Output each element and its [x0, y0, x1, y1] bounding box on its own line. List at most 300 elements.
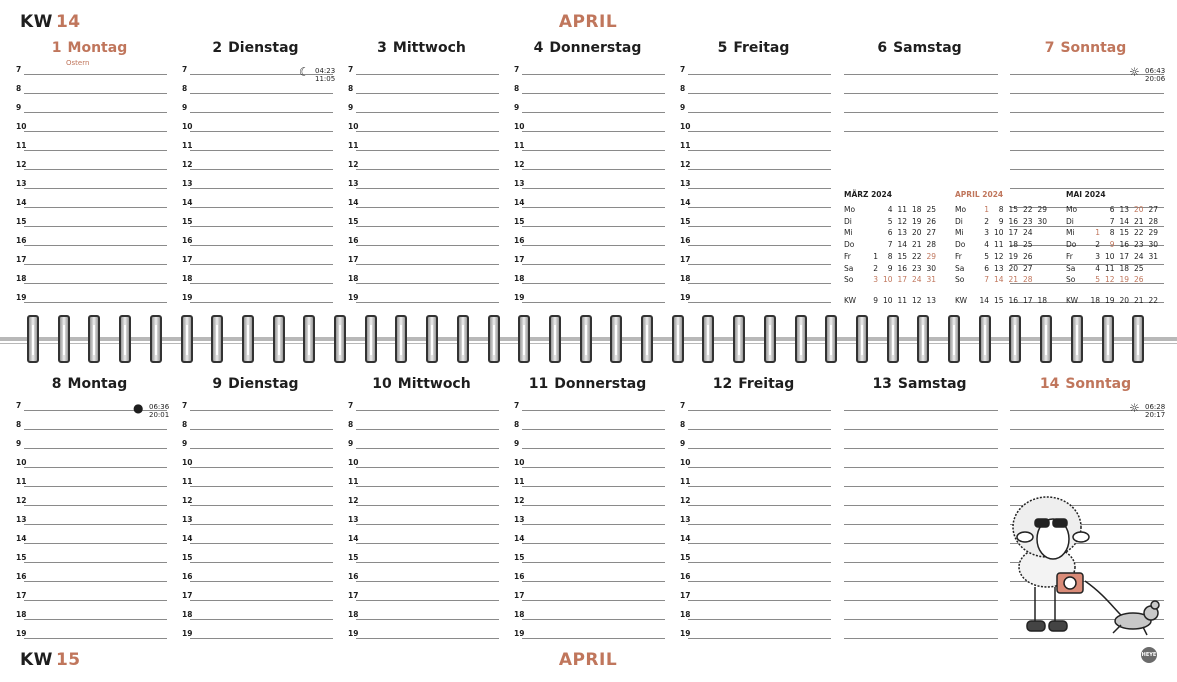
hour-label: 19	[514, 629, 525, 638]
writing-line[interactable]	[190, 112, 333, 113]
writing-line[interactable]	[844, 93, 998, 94]
day-number: 6	[877, 40, 888, 56]
writing-line[interactable]	[688, 93, 831, 94]
hour-label: 13	[680, 179, 691, 188]
mini-calendar-week: 18	[1037, 296, 1047, 305]
writing-line[interactable]	[190, 505, 333, 506]
hour-label: 17	[182, 255, 193, 264]
spiral-coil	[334, 315, 346, 363]
weekday-label: Fr	[1066, 251, 1073, 261]
weekday-label: Di	[1066, 216, 1074, 226]
writing-line[interactable]	[24, 486, 167, 487]
hour-label: 13	[514, 179, 525, 188]
writing-line[interactable]	[24, 448, 167, 449]
day-number: 1	[51, 40, 62, 56]
writing-line[interactable]	[24, 112, 167, 113]
writing-line[interactable]	[844, 600, 998, 601]
hour-label: 12	[680, 496, 691, 505]
writing-line[interactable]	[522, 207, 665, 208]
writing-line[interactable]	[24, 207, 167, 208]
writing-line[interactable]	[356, 131, 499, 132]
writing-line[interactable]	[356, 302, 499, 303]
writing-line[interactable]	[844, 131, 998, 132]
writing-line[interactable]	[522, 619, 665, 620]
hour-label: 9	[348, 103, 354, 112]
hour-label: 10	[182, 122, 193, 131]
writing-line[interactable]	[24, 264, 167, 265]
writing-line[interactable]	[356, 74, 499, 75]
writing-line[interactable]	[688, 169, 831, 170]
writing-line[interactable]	[688, 302, 831, 303]
writing-line[interactable]	[356, 150, 499, 151]
new-moon-icon: ●	[133, 401, 144, 415]
hour-label: 8	[182, 420, 188, 429]
hour-label: 10	[514, 458, 525, 467]
kw-row-label: KW	[844, 296, 857, 305]
writing-line[interactable]	[1010, 467, 1164, 468]
spiral-coil	[917, 315, 929, 363]
writing-line[interactable]	[844, 429, 998, 430]
hour-label: 17	[16, 591, 27, 600]
writing-line[interactable]	[522, 169, 665, 170]
kw-label: KW	[20, 12, 53, 32]
spiral-coil	[88, 315, 100, 363]
mini-calendar-day: 4	[1095, 263, 1100, 273]
writing-line[interactable]	[190, 207, 333, 208]
writing-line[interactable]	[190, 169, 333, 170]
day-header-top-5	[842, 40, 997, 56]
writing-line[interactable]	[844, 524, 998, 525]
spiral-coil	[1071, 315, 1083, 363]
writing-line[interactable]	[190, 448, 333, 449]
writing-line[interactable]	[24, 226, 167, 227]
writing-line[interactable]	[522, 245, 665, 246]
day-header-top-6	[1008, 40, 1163, 56]
writing-line[interactable]	[688, 207, 831, 208]
day-name: Donnerstag	[554, 376, 647, 392]
writing-line[interactable]	[356, 264, 499, 265]
writing-line[interactable]	[356, 245, 499, 246]
writing-line[interactable]	[24, 302, 167, 303]
writing-line[interactable]	[522, 600, 665, 601]
hour-label: 7	[348, 401, 354, 410]
spiral-coil	[856, 315, 868, 363]
weekday-label: So	[844, 275, 854, 285]
weekday-label: So	[955, 275, 965, 285]
writing-line[interactable]	[844, 486, 998, 487]
writing-line[interactable]	[1010, 150, 1164, 151]
hour-label: 8	[348, 420, 354, 429]
mini-calendar-day: 23	[1133, 240, 1144, 250]
spiral-coil	[764, 315, 776, 363]
mini-calendar-week: 12	[911, 296, 922, 305]
writing-line[interactable]	[24, 619, 167, 620]
hour-label: 19	[680, 629, 691, 638]
writing-line[interactable]	[844, 581, 998, 582]
hour-label: 7	[348, 65, 354, 74]
writing-line[interactable]	[688, 638, 831, 639]
spiral-coil	[518, 315, 530, 363]
writing-line[interactable]	[356, 429, 499, 430]
writing-line[interactable]	[844, 505, 998, 506]
writing-line[interactable]	[522, 429, 665, 430]
mini-calendar-day: 13	[1119, 205, 1129, 214]
hour-label: 16	[680, 236, 691, 245]
moon-sun-times	[149, 403, 169, 419]
writing-line[interactable]	[190, 467, 333, 468]
writing-line[interactable]	[1010, 188, 1164, 189]
hour-label: 16	[514, 572, 525, 581]
writing-line[interactable]	[844, 467, 998, 468]
hour-label: 16	[514, 236, 525, 245]
sheep-with-camera-and-dog-icon	[1005, 485, 1170, 645]
mini-calendar-day: 5	[887, 216, 893, 226]
hour-label: 12	[680, 160, 691, 169]
writing-line[interactable]	[522, 448, 665, 449]
writing-line[interactable]	[190, 131, 333, 132]
writing-line[interactable]	[688, 600, 831, 601]
writing-line[interactable]	[1010, 448, 1164, 449]
writing-line[interactable]	[1010, 93, 1164, 94]
moon-sun-times	[1145, 403, 1165, 419]
hour-label: 8	[680, 84, 686, 93]
hour-label: 7	[182, 65, 188, 74]
writing-line[interactable]	[24, 543, 167, 544]
hour-label: 12	[514, 160, 525, 169]
writing-line[interactable]	[688, 581, 831, 582]
day-header-top-0	[12, 40, 167, 56]
hour-label: 19	[182, 629, 193, 638]
mini-calendar-title: MÄRZ 2024	[844, 190, 892, 199]
writing-line[interactable]	[190, 410, 333, 411]
hour-label: 8	[16, 84, 22, 93]
writing-line[interactable]	[356, 486, 499, 487]
writing-line[interactable]	[356, 524, 499, 525]
spiral-coil	[211, 315, 223, 363]
hour-label: 7	[16, 401, 22, 410]
mini-calendar-day: 18	[1008, 240, 1018, 250]
writing-line[interactable]	[688, 505, 831, 506]
writing-line[interactable]	[522, 562, 665, 563]
mini-calendar-day: 23	[911, 263, 922, 273]
hour-label: 17	[348, 255, 359, 264]
hour-label: 9	[514, 439, 520, 448]
weekday-label: So	[1066, 275, 1076, 285]
mini-calendar-day: 11	[1104, 263, 1115, 273]
weekday-label: Do	[1066, 240, 1077, 250]
hour-label: 10	[16, 122, 27, 131]
hour-label: 12	[348, 496, 359, 505]
writing-line[interactable]	[190, 283, 333, 284]
mini-calendar-day: 16	[897, 263, 907, 273]
mini-calendar-day: 2	[984, 216, 989, 226]
writing-line[interactable]	[356, 207, 499, 208]
writing-line[interactable]	[688, 131, 831, 132]
mini-calendar-title: MAI 2024	[1066, 190, 1106, 199]
writing-line[interactable]	[190, 245, 333, 246]
writing-line[interactable]	[24, 505, 167, 506]
writing-line[interactable]	[522, 131, 665, 132]
writing-line[interactable]	[24, 74, 167, 75]
writing-line[interactable]	[24, 283, 167, 284]
mini-calendar-day: 25	[1133, 263, 1144, 273]
writing-line[interactable]	[356, 448, 499, 449]
hour-label: 9	[680, 439, 686, 448]
kw-row-label: KW	[955, 296, 968, 305]
writing-line[interactable]	[522, 226, 665, 227]
mini-calendar-day: 9	[998, 216, 1004, 226]
weekday-label: Mi	[955, 228, 964, 238]
writing-line[interactable]	[356, 581, 499, 582]
writing-line[interactable]	[1010, 112, 1164, 113]
mini-calendar-week: 22	[1148, 296, 1158, 305]
hour-label: 10	[680, 122, 691, 131]
writing-line[interactable]	[688, 410, 831, 411]
hour-label: 13	[348, 515, 359, 524]
day-number: 3	[377, 40, 387, 56]
writing-line[interactable]	[522, 467, 665, 468]
hour-label: 11	[16, 477, 27, 486]
writing-line[interactable]	[522, 505, 665, 506]
hour-label: 10	[514, 122, 525, 131]
hour-label: 7	[182, 401, 188, 410]
mini-calendar-day: 31	[1148, 251, 1158, 261]
writing-line[interactable]	[522, 524, 665, 525]
writing-line[interactable]	[190, 429, 333, 430]
mini-calendar-day: 15	[1119, 228, 1129, 238]
writing-line[interactable]	[1010, 131, 1164, 132]
writing-line[interactable]	[356, 505, 499, 506]
writing-line[interactable]	[24, 188, 167, 189]
writing-line[interactable]	[356, 543, 499, 544]
writing-line[interactable]	[844, 543, 998, 544]
day-name: Sonntag	[1065, 376, 1132, 392]
hour-label: 19	[16, 293, 27, 302]
mini-calendar-day: 6	[887, 228, 893, 238]
mini-calendar-day: 14	[1119, 216, 1129, 226]
mini-calendar-day: 18	[1119, 263, 1129, 273]
writing-line[interactable]	[190, 562, 333, 563]
writing-line[interactable]	[356, 619, 499, 620]
mini-calendar-day: 21	[1133, 216, 1144, 226]
writing-line[interactable]	[688, 467, 831, 468]
writing-line[interactable]	[190, 226, 333, 227]
bottom-month-title: APRIL	[558, 650, 618, 670]
writing-line[interactable]	[688, 524, 831, 525]
writing-line[interactable]	[844, 638, 998, 639]
writing-line[interactable]	[24, 467, 167, 468]
weekday-label: Mo	[844, 205, 856, 214]
writing-line[interactable]	[1010, 429, 1164, 430]
writing-line[interactable]	[190, 581, 333, 582]
weekday-label: Do	[955, 240, 966, 250]
hour-label: 11	[680, 477, 691, 486]
spiral-coil	[1040, 315, 1052, 363]
writing-line[interactable]	[844, 448, 998, 449]
writing-line[interactable]	[522, 410, 665, 411]
hour-label: 9	[348, 439, 354, 448]
hour-label: 11	[348, 477, 359, 486]
hour-label: 19	[182, 293, 193, 302]
writing-line[interactable]	[844, 112, 998, 113]
hour-label: 15	[348, 217, 359, 226]
hour-label: 18	[16, 274, 27, 283]
day-name: Mittwoch	[397, 376, 471, 392]
hour-label: 11	[514, 141, 525, 150]
writing-line[interactable]	[688, 543, 831, 544]
hour-label: 9	[680, 103, 686, 112]
writing-line[interactable]	[688, 619, 831, 620]
hour-label: 12	[182, 160, 193, 169]
writing-line[interactable]	[688, 150, 831, 151]
mini-calendar-day: 27	[1148, 205, 1158, 214]
spiral-coil	[948, 315, 960, 363]
hour-label: 15	[16, 553, 27, 562]
writing-line[interactable]	[190, 150, 333, 151]
mini-calendar-week: 15	[993, 296, 1004, 305]
spiral-coil	[395, 315, 407, 363]
writing-line[interactable]	[356, 638, 499, 639]
hour-label: 16	[348, 572, 359, 581]
writing-line[interactable]	[522, 283, 665, 284]
writing-line[interactable]	[24, 638, 167, 639]
writing-line[interactable]	[522, 93, 665, 94]
writing-line[interactable]	[190, 524, 333, 525]
day-number: 13	[872, 376, 892, 392]
mini-calendar-day: 17	[1008, 228, 1018, 238]
mini-calendar-week: 16	[1008, 296, 1018, 305]
writing-line[interactable]	[688, 74, 831, 75]
writing-line[interactable]	[1010, 226, 1164, 227]
writing-line[interactable]	[24, 93, 167, 94]
writing-line[interactable]	[522, 188, 665, 189]
writing-line[interactable]	[688, 429, 831, 430]
mini-calendar-day: 3	[1095, 251, 1100, 261]
mini-calendar-title: APRIL 2024	[955, 190, 1004, 199]
writing-line[interactable]	[844, 410, 998, 411]
writing-line[interactable]	[522, 150, 665, 151]
writing-line[interactable]	[24, 429, 167, 430]
writing-line[interactable]	[356, 226, 499, 227]
mini-calendar-day: 22	[1133, 228, 1144, 238]
sun-icon: ☼	[1129, 401, 1140, 415]
writing-line[interactable]	[522, 74, 665, 75]
writing-line[interactable]	[356, 188, 499, 189]
writing-line[interactable]	[24, 150, 167, 151]
spiral-coil	[580, 315, 592, 363]
writing-line[interactable]	[190, 486, 333, 487]
mini-calendar-day: 22	[911, 251, 922, 261]
writing-line[interactable]	[24, 581, 167, 582]
day-header-bottom-0	[12, 376, 167, 392]
weekday-label: Mi	[844, 228, 853, 238]
mini-calendar-week: 14	[979, 296, 989, 305]
writing-line[interactable]	[1010, 169, 1164, 170]
writing-line[interactable]	[688, 226, 831, 227]
writing-line[interactable]	[24, 524, 167, 525]
day-header-bottom-3	[510, 376, 665, 392]
writing-line[interactable]	[356, 169, 499, 170]
writing-line[interactable]	[24, 169, 167, 170]
mini-calendar-week: 9	[873, 296, 878, 305]
writing-line[interactable]	[688, 245, 831, 246]
hour-label: 10	[16, 458, 27, 467]
day-number: 9	[212, 376, 223, 392]
spiral-coil	[303, 315, 315, 363]
writing-line[interactable]	[190, 619, 333, 620]
writing-line[interactable]	[844, 74, 998, 75]
hour-label: 15	[348, 553, 359, 562]
spiral-coil	[641, 315, 653, 363]
writing-line[interactable]	[522, 638, 665, 639]
writing-line[interactable]	[522, 302, 665, 303]
writing-line[interactable]	[190, 264, 333, 265]
writing-line[interactable]	[688, 486, 831, 487]
writing-line[interactable]	[688, 112, 831, 113]
writing-line[interactable]	[190, 638, 333, 639]
hour-label: 13	[348, 179, 359, 188]
hour-label: 11	[680, 141, 691, 150]
writing-line[interactable]	[190, 600, 333, 601]
writing-line[interactable]	[522, 581, 665, 582]
writing-line[interactable]	[24, 245, 167, 246]
writing-line[interactable]	[688, 562, 831, 563]
writing-line[interactable]	[522, 264, 665, 265]
mini-calendar-day: 26	[1022, 251, 1033, 261]
writing-line[interactable]	[688, 448, 831, 449]
writing-line[interactable]	[190, 188, 333, 189]
writing-line[interactable]	[356, 600, 499, 601]
writing-line[interactable]	[356, 283, 499, 284]
writing-line[interactable]	[190, 543, 333, 544]
writing-line[interactable]	[356, 93, 499, 94]
writing-line[interactable]	[522, 486, 665, 487]
writing-line[interactable]	[356, 467, 499, 468]
hour-label: 7	[680, 401, 686, 410]
writing-line[interactable]	[356, 562, 499, 563]
writing-line[interactable]	[522, 543, 665, 544]
writing-line[interactable]	[688, 283, 831, 284]
spiral-coil	[488, 315, 500, 363]
writing-line[interactable]	[688, 264, 831, 265]
weekday-label: Sa	[955, 263, 965, 273]
writing-line[interactable]	[24, 562, 167, 563]
mini-calendar-day: 24	[1022, 228, 1033, 238]
spiral-coil	[795, 315, 807, 363]
spiral-coil	[273, 315, 285, 363]
writing-line[interactable]	[844, 619, 998, 620]
mini-calendar-week: 10	[882, 296, 893, 305]
mini-calendar-day: 26	[1133, 275, 1144, 285]
mini-calendar-week: 11	[897, 296, 907, 305]
hour-label: 18	[348, 610, 359, 619]
writing-line[interactable]	[356, 112, 499, 113]
writing-line[interactable]	[190, 93, 333, 94]
writing-line[interactable]	[356, 410, 499, 411]
writing-line[interactable]	[190, 302, 333, 303]
hour-label: 11	[16, 141, 27, 150]
mini-calendar-day: 8	[887, 251, 893, 261]
writing-line[interactable]	[522, 112, 665, 113]
writing-line[interactable]	[844, 562, 998, 563]
writing-line[interactable]	[688, 188, 831, 189]
mini-calendar-day: 28	[1148, 216, 1158, 226]
writing-line[interactable]	[24, 600, 167, 601]
spiral-coil	[979, 315, 991, 363]
hour-label: 8	[514, 84, 520, 93]
mini-calendar-day: 1	[1095, 228, 1100, 238]
writing-line[interactable]	[24, 131, 167, 132]
